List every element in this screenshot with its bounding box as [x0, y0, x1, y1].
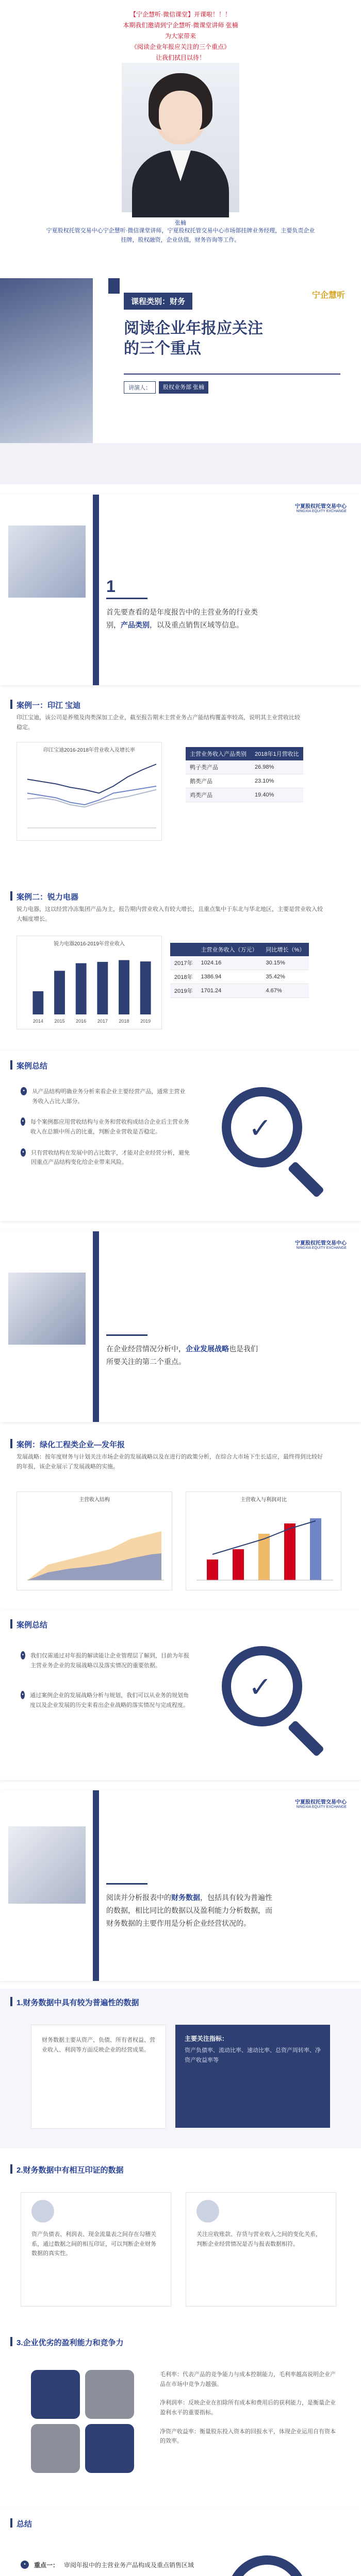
case1-table-header-1: 主营业务收入产品类别: [186, 747, 251, 760]
summary3-title: 总结: [17, 2520, 32, 2529]
summary2-title: 案例总结: [17, 1621, 48, 1630]
sub2-left-text: 资产负债表、利润表、现金流量表之间存在勾稽关系，通过数据之间的相互印证，可以判断企业财务数据的真实性。: [31, 2231, 156, 2257]
summary2-item-1: 我们仅需通过对年报的解读能让企业管理层了解到，目前为年报主营业务企业的发展战略以及落实情况的重要依据。: [30, 1653, 189, 1669]
case1-chart-title: 印江宝迪2016-2018年营业收入及增长率: [43, 748, 135, 753]
case1-line-chart: [17, 742, 162, 841]
logo-name: 宁夏股权托管交易中心: [295, 1241, 347, 1246]
summary3-item-1-label: 重点一：: [34, 2562, 59, 2569]
sub2-title: 2.财务数据中有相互印证的数据: [17, 2166, 124, 2175]
sub2-right-text: 关注应收账款、存货与营业收入之间的变化关系，判断企业经营情况是否与报表数据相符。: [196, 2231, 321, 2247]
x-tick-label: 2019: [140, 1019, 151, 1024]
case2-title: 案例二：锐力电器: [17, 893, 79, 902]
case3-chart-2-title: 主营收入与利润对比: [240, 1497, 287, 1503]
revenue-bar-chart: [17, 947, 161, 1027]
case2-chart-title: 锐力电器2016-2019年营业收入: [54, 941, 125, 947]
revenue-line-chart: [17, 753, 161, 838]
table-cell: 鸡类产品: [186, 788, 251, 802]
sub1-right-title: 主要关注指标：: [185, 2035, 228, 2042]
summary1-item-2: 每个案例都应用营收结构与业务和营收构成结合企业后主营业务收入在总额中所占的比重，判断企业营收是否稳定。: [30, 1119, 189, 1136]
summary2-slide: [0, 1610, 361, 1780]
list-item: [21, 1087, 191, 1106]
table-row: [186, 788, 303, 802]
x-tick-label: 2016: [76, 1019, 87, 1024]
table-cell: 19.40%: [251, 788, 303, 802]
case1-table: [186, 747, 303, 802]
table-cell: 35.42%: [261, 970, 309, 984]
case3-chart-1: [17, 1492, 172, 1590]
intro-line-4: 《阅读企业年报应关注的三个重点》: [130, 43, 230, 50]
bar: [140, 961, 151, 1014]
logo-sub: NINGXIA EQUITY EXCHANGE: [296, 510, 347, 513]
table-cell: 1386.94: [196, 970, 261, 984]
table-cell: 2018年: [170, 970, 196, 984]
case1-desc: 印江宝迪，该公司是养殖及肉类深加工企业，截至报告期末主营业务占产能结构覆盖率较高，说明其主业营收比较稳定。: [17, 715, 300, 731]
case2-table-header-empty: [170, 943, 196, 956]
series-line: [27, 786, 156, 805]
table-cell: 鸭子类产品: [186, 760, 251, 774]
list-item: [21, 1148, 191, 1167]
case3-chart-2: [186, 1492, 341, 1590]
speaker-bio: 宁夏股权托管交易中心宁企慧听·微信课堂讲师，宁夏股权托管交易中心市场部挂牌业务经理，主要负责企业挂牌，股权融资，企业估值，财务咨询等工作。: [46, 228, 315, 243]
part1-text-post: ，以及重点销售区域等信息。: [150, 621, 243, 630]
cover-title-line-1: 阅读企业年报应关注: [124, 320, 263, 337]
list-item: [21, 1691, 191, 1710]
part3-slide: [0, 1790, 361, 1981]
cover-title-line-2: 的三个重点: [124, 340, 201, 357]
intro-line-2: 本期我们邀请到宁企慧听·微课堂讲师 张楠: [123, 22, 238, 29]
part2-text-pre: 在企业经营情况分析中，: [106, 1345, 186, 1353]
x-tick-label: 2014: [32, 1019, 43, 1024]
part1-text-bold: 产品类别: [121, 621, 150, 630]
speaker-org: 股权业务部 张楠: [159, 381, 208, 394]
case3-title: 案例：绿化工程类企业—发年报: [17, 1440, 125, 1449]
magnifier-icon: ✓: [222, 1087, 346, 1211]
table-cell: 鹅类产品: [186, 774, 251, 788]
part2-image: [8, 1273, 86, 1345]
table-cell: 2019年: [170, 984, 196, 998]
case3-chart-1-title: 主营收入结构: [79, 1497, 110, 1503]
bullet-icon: •: [21, 1651, 25, 1659]
part3-text-pre: 阅读并分析报表中的: [106, 1893, 171, 1902]
course-category-badge: 课程类别：财务: [124, 293, 192, 310]
list-item: [21, 1651, 191, 1670]
sub2-right-card: [186, 2192, 336, 2307]
bullet-icon: •: [21, 1117, 25, 1126]
cover-slide: [0, 278, 361, 484]
area-chart-graphic: [17, 1503, 172, 1588]
table-row: [186, 774, 303, 788]
avatar: [196, 2200, 219, 2223]
table-row: [170, 984, 309, 998]
part3-sub2: [0, 2156, 361, 2321]
case2-slide: [0, 891, 361, 1046]
intro-line-1: 【宁企慧听·微信课堂】开课啦！！！: [130, 11, 231, 18]
summary1-item-3: 只有营收结构在发展中的占比数字，才能对企业经营分析，避免因重点产品结构变化给企业带来风险。: [31, 1149, 190, 1166]
bullet-icon: •: [21, 1148, 26, 1157]
table-row: [186, 760, 303, 774]
part1-image: [8, 526, 86, 598]
cover-image: [0, 278, 93, 443]
avatar: [31, 2200, 54, 2223]
part2-slide: [0, 1231, 361, 1422]
sub1-right-text: 资产负债率、流动比率、速动比率、总资产周转率、净资产收益率等: [185, 2047, 321, 2063]
sub2-left-card: [21, 2192, 171, 2307]
table-row: [170, 970, 309, 984]
x-tick-label: 2018: [119, 1019, 129, 1024]
table-row: [170, 956, 309, 970]
table-cell: 2017年: [170, 956, 196, 970]
sub1-left-text: 财务数据主要从资产、负债、所有者权益、营业收入、利润等方面反映企业的经营成果。: [42, 2037, 155, 2053]
table-cell: 1701.24: [196, 984, 261, 998]
bar: [32, 991, 43, 1014]
case3-desc: 发展战略：按年度财务与计划关注市场企业的发展战略以及在进行的政策分析，在综合大市场下生长适应，最终得到比较好的年报，该企业展示了发展战略的实施。: [17, 1454, 323, 1470]
table-cell: 26.98%: [251, 760, 303, 774]
summary2-item-2: 通过案例企业的发展战略分析与规划，我们可以从业务的规划角度以及企业发展的历史来看出企业战略的落实情况与完成程度。: [30, 1692, 189, 1709]
speaker-label: 讲演人：: [124, 381, 156, 394]
bar: [119, 960, 129, 1014]
part1-slide: [0, 495, 361, 685]
part3-text-post: ，包括具有较为普遍性的数据，相比同比的数据以及盈利能力分析数据，而财务数据的主要作用是分析企业经营状况的。: [106, 1893, 272, 1928]
part1-text-pre: 首先要查看的是年度报告中的主营业务的行业类别，: [106, 608, 258, 630]
part1-number: 1: [106, 577, 116, 596]
bar: [97, 962, 108, 1014]
summary3-slide: [0, 2509, 361, 2576]
logo-name: 宁夏股权托管交易中心: [295, 1800, 347, 1805]
part3-sub1: [0, 1989, 361, 2148]
intro-line-3: 为大家带来: [165, 32, 196, 40]
intro-section: [0, 0, 361, 250]
case2-table-header-2: 同比增长（%）: [261, 943, 309, 956]
table-cell: 23.10%: [251, 774, 303, 788]
x-tick-label: 2015: [54, 1019, 65, 1024]
magnifier-icon: [227, 2555, 351, 2576]
case1-table-header-2: 2018年1月营收比: [251, 747, 303, 760]
puzzle-icon: [21, 2365, 144, 2483]
speaker-photo: [122, 63, 239, 212]
magnifier-icon: ✓: [222, 1646, 346, 1770]
logo-sub: NINGXIA EQUITY EXCHANGE: [296, 1246, 347, 1250]
sub1-left-card: [31, 2025, 166, 2129]
summary3-item-1-text: 审阅年报中的主营业务产品构成及重点销售区域: [64, 2562, 194, 2569]
combo-chart-graphic: [186, 1503, 341, 1588]
bar: [76, 963, 87, 1014]
bullet-icon: •: [21, 2561, 29, 2569]
bullet-icon: •: [21, 1691, 25, 1699]
summary1-item-1: 从产品结构明确业务分析来看企业主要经营产品，通常主营业务收入占比大部分。: [32, 1089, 186, 1105]
series-line: [27, 790, 156, 807]
part3-text-bold: 财务数据: [171, 1893, 200, 1902]
sub3-paragraph-2: 净利润率：反映企业在扣除所有成本和费用后的获利能力，是衡量企业盈利水平的重要指标。: [160, 2400, 336, 2416]
sub1-right-card: [175, 2025, 330, 2128]
summary1-title: 案例总结: [17, 1062, 48, 1071]
summary1-slide: [0, 1051, 361, 1221]
sub1-title: 1.财务数据中具有较为普遍性的数据: [17, 1998, 139, 2007]
case2-table: [170, 943, 309, 998]
sub3-title: 3.企业优劣的盈利能力和竞争力: [17, 2338, 124, 2347]
case1-slide: [0, 690, 361, 886]
part3-sub3: [0, 2329, 361, 2499]
part3-image: [8, 1826, 86, 1904]
bullet-icon: •: [21, 1087, 27, 1095]
bar: [54, 971, 65, 1014]
list-item: [21, 1117, 191, 1137]
part2-text-post: 也是我们所要关注的第二个重点。: [106, 1345, 258, 1366]
sub3-paragraph-3: 净资产收益率：衡量股东投入资本的回报水平，体现企业运用自有资本的效率。: [160, 2428, 336, 2445]
brand-tag: 宁企慧听: [312, 290, 346, 300]
case2-bar-chart: [17, 936, 162, 1029]
sub3-paragraph-1: 毛利率：代表产品的竞争能力与成本控制能力，毛利率越高说明企业产品在市场中竞争力越强。: [160, 2371, 336, 2387]
logo-sub: NINGXIA EQUITY EXCHANGE: [296, 1805, 347, 1809]
logo-name: 宁夏股权托管交易中心: [295, 504, 347, 510]
x-tick-label: 2017: [97, 1019, 108, 1024]
case2-table-header-1: 主营业务收入（万元）: [196, 943, 261, 956]
list-item: [21, 2561, 217, 2569]
table-cell: 1024.16: [196, 956, 261, 970]
part2-text-bold: 企业发展战略: [186, 1345, 229, 1353]
case3-slide: [0, 1430, 361, 1605]
table-cell: 4.67%: [261, 984, 309, 998]
case1-title: 案例一：印江 宝迪: [17, 701, 81, 710]
intro-line-5: 让我们拭目以待！: [155, 54, 205, 61]
table-cell: 30.15%: [261, 956, 309, 970]
case2-desc: 锐力电器，这以经营冷冻集团产品为主，报告期内营业收入有较大增长，且重点集中于东北与华北地区，主要是营业收入较大幅度增长。: [17, 906, 323, 922]
speaker-name: 张楠: [175, 220, 186, 226]
